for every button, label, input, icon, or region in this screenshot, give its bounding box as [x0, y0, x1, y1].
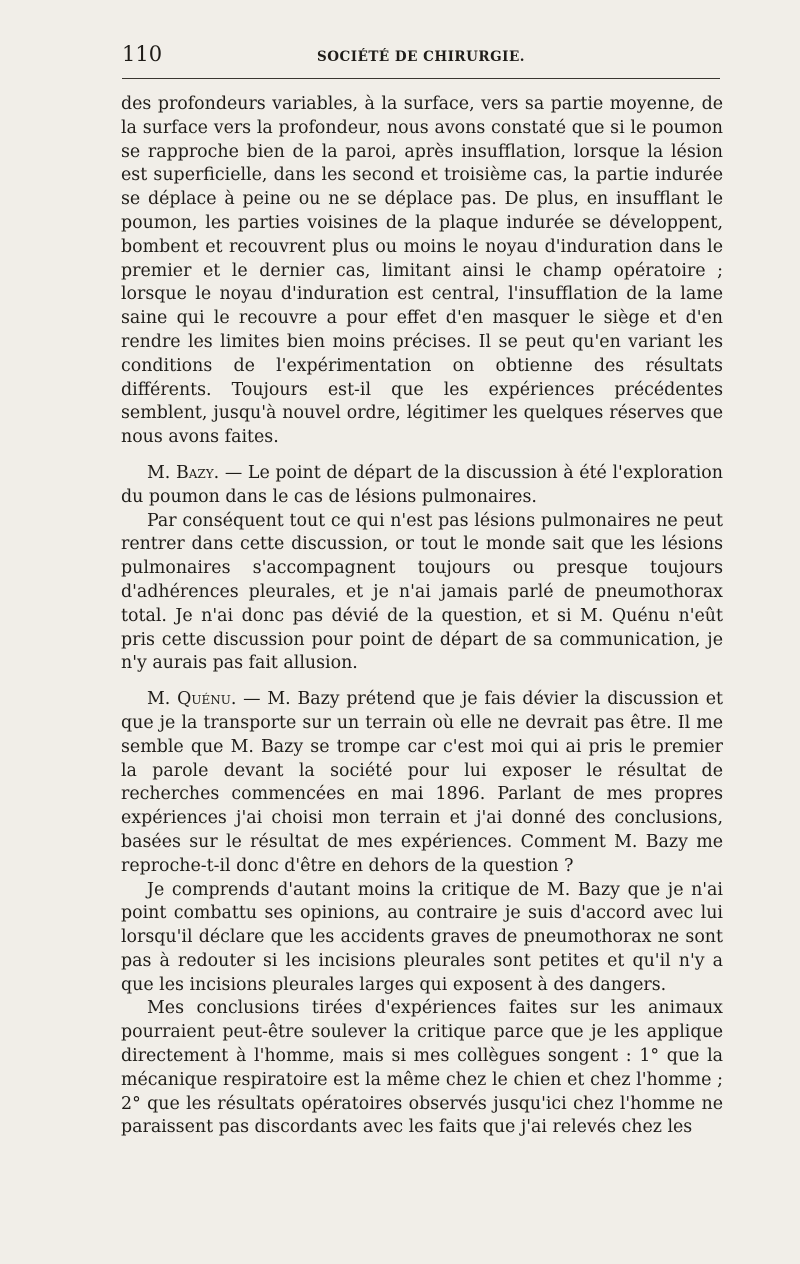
paragraph-text: Par conséquent tout ce qui n'est pas lésions pulmonaires ne peut rentrer dans cette discussion, or tout le monde sait que les lésions pulmonaires s'accompagnent toujours ou presque toujours d'adhérences pleurales, et je n'ai jamais parlé de pneumothorax total. Je n'ai donc pas dévié de la question, et si M. Quénu n'eût pris cette discussion pour point de départ de sa communication, je n'y aurais pas fait allusion. [121, 510, 723, 674]
body-text [121, 93, 723, 1140]
paragraph-conclusions [121, 997, 723, 1140]
paragraph-text: Mes conclusions tirées d'expériences faites sur les animaux pourraient peut-être soulever la critique parce que je les applique directement à l'homme, mais si mes collègues songent : 1° que la mécanique respiratoire est la même chez le chien et chez l'homme ; 2° que les résultats opératoires observés jusqu'ici chez l'homme ne paraissent pas discordants avec les faits que j'ai relevés chez les [121, 998, 723, 1138]
paragraph-text: des profondeurs variables, à la surface, vers sa partie moyenne, de la surface vers la profondeur, nous avons constaté que si le poumon se rapproche bien de la paroi, après insufflation, lorsque la lésion est superficielle, dans les second et troisième cas, la partie indurée se déplace à peine ou ne se déplace pas. De plus, en insufflant le poumon, les parties voisines de la plaque indurée se développent, bombent et recouvrent plus ou moins le noyau d'induration dans le premier et le dernier cas, limitant ainsi le champ opératoire ; lorsque le noyau d'induration est central, l'insufflation de la lame saine qui le recouvre a pour effet d'en masquer le siège et d'en rendre les limites bien moins précises. Il se peut qu'en variant les conditions de l'expérimentation on obtienne des résultats différents. Toujours est-il que les expériences précédentes semblent, jusqu'à nouvel ordre, légitimer les quelques réserves que nous avons faites. [121, 94, 723, 448]
paragraph-text: — Le point de départ de la discussion à été l'exploration du poumon dans le cas de lésions pulmonaires. [121, 462, 723, 507]
paragraph-text: Je comprends d'autant moins la critique de M. Bazy que je n'ai point combattu ses opinions, au contraire je suis d'accord avec lui lorsqu'il déclare que les accidents graves de pneumothorax ne sont pas à redouter si les incisions pleurales sont petites et qu'il n'y a que les incisions pleurales larges qui exposent à des dangers. [121, 879, 723, 995]
paragraph-quenu [121, 688, 723, 878]
header-rule [122, 78, 720, 79]
speaker-name: M. Quénu. [147, 689, 237, 710]
paragraph-bazy-continued [121, 510, 723, 677]
page-header [122, 42, 720, 74]
paragraph-continuation [121, 93, 723, 450]
speaker-name: M. Bazy. [147, 462, 220, 483]
paragraph-bazy [121, 462, 723, 510]
paragraph-quenu-continued [121, 879, 723, 998]
page-number: 110 [122, 42, 163, 66]
running-title: SOCIÉTÉ DE CHIRURGIE. [317, 49, 525, 65]
paragraph-text: — M. Bazy prétend que je fais dévier la discussion et que je la transporte sur un terrain où elle ne devrait pas être. Il me semble que M. Bazy se trompe car c'est moi qui ai pris le premier la parole devant la société pour lui exposer le résultat de recherches commencées en mai 1896. Parlant de mes propres expériences j'ai choisi mon terrain et j'ai donné des conclusions, basées sur le résultat de mes expériences. Comment M. Bazy me reproche-t-il donc d'être en dehors de la question ? [121, 689, 723, 876]
